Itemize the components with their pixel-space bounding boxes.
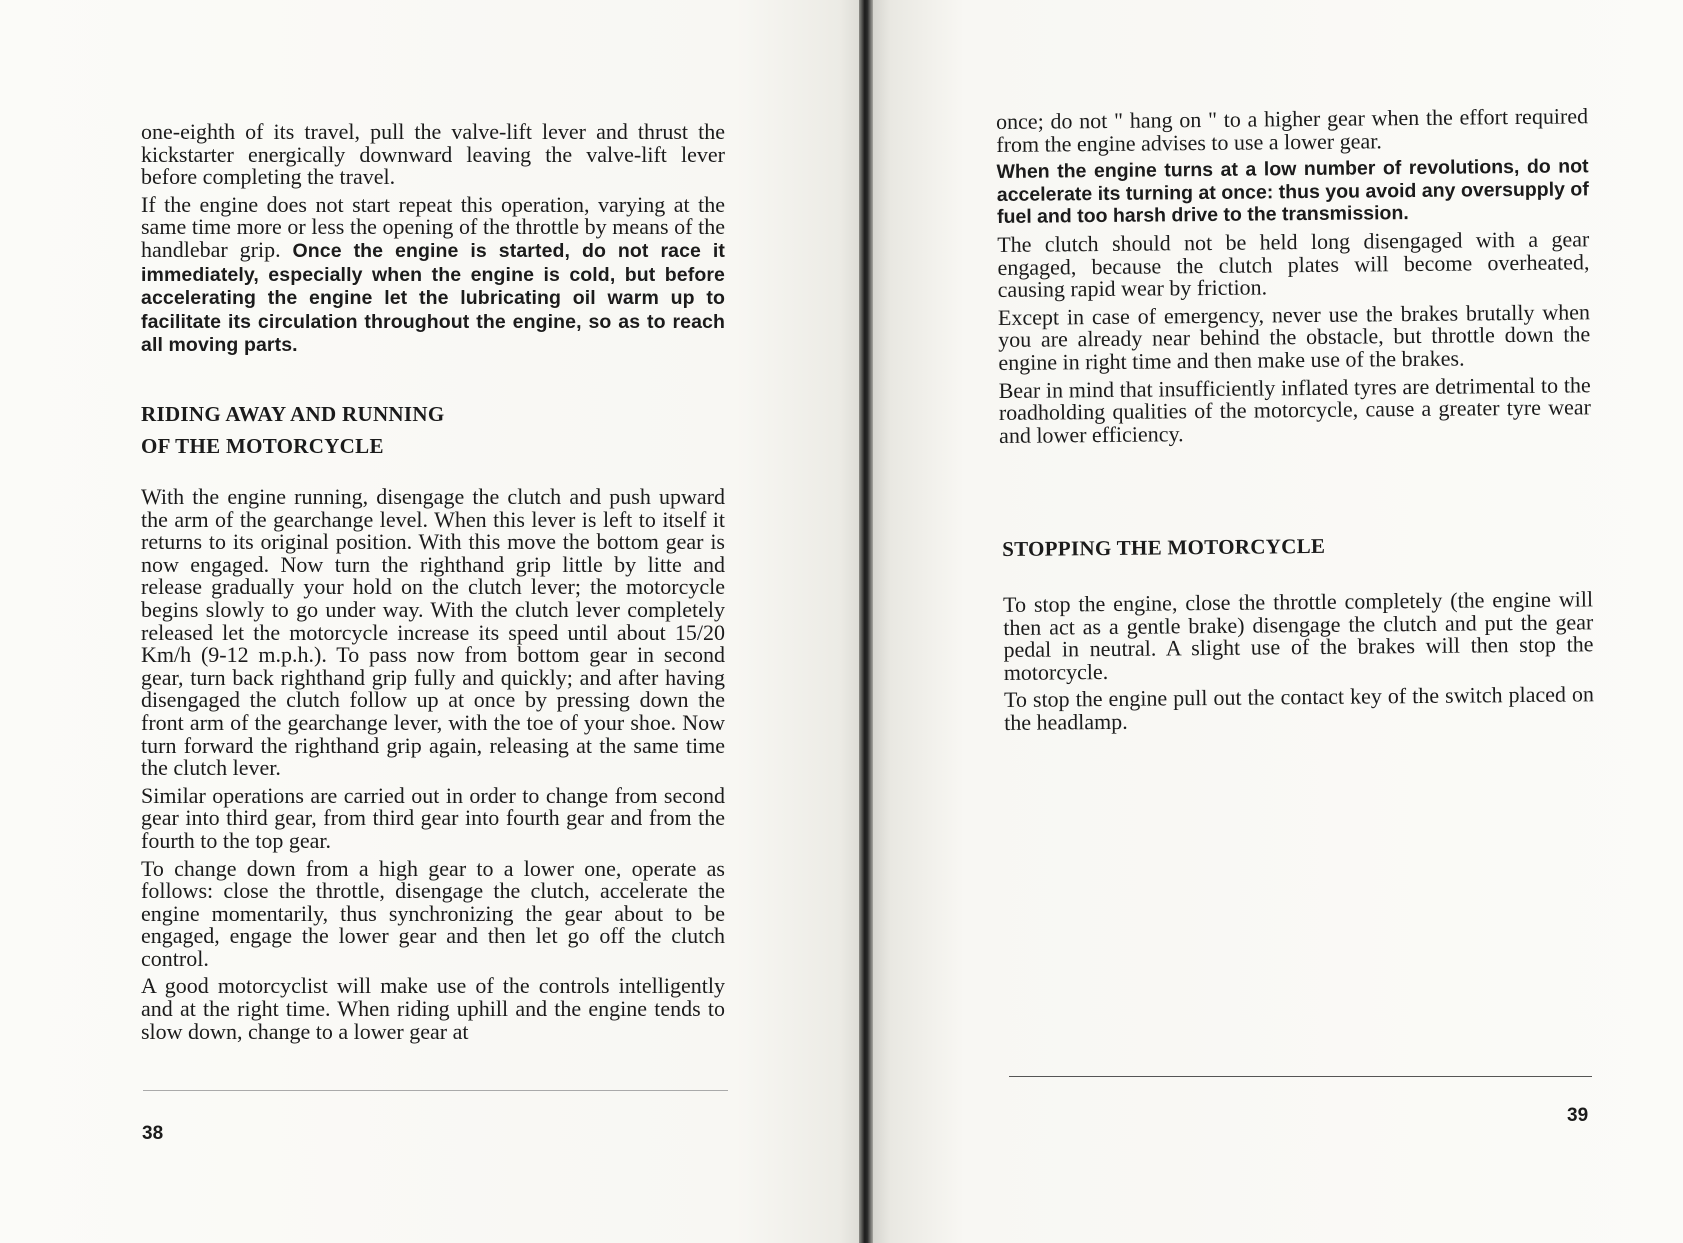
riding-paragraph: With the engine running, disengage the clutch and push upward the arm of the gearchange level. When this lever is left to itself it returns to its original position. With this move the bottom gear is now engaged. Now turn the righthand grip little by litte and release gradually your hold on the clutch lever; the motorcycle begins slowly to go under way. With the clutch lever completely released let the motorcycle increase its speed until about 15/20 Km/h (9-12 m.p.h.). To pass now from bottom gear in second gear, turn back righthand grip fully and quickly; and after having disengaged the clutch follow up at once by pressing down the front arm of the gearchange lever, with the toe of your shoe. Now turn forward the righthand grip again, releasing at the same time the clutch lever. (141, 484, 725, 781)
right-top-text (996, 105, 1591, 452)
riding-paragraph: Similar operations are carried out in order to change from second gear into third gear, from third gear into fourth gear and from the fourth to the top gear. (141, 782, 725, 853)
right-paragraph-5: Bear in mind that insufficiently inflated tyres are detrimental to the roadholding qualities of the motorcycle, cause a greater tyre wear and lower efficiency. (998, 371, 1591, 448)
book-gutter (859, 0, 873, 1243)
right-page (866, 0, 1683, 1243)
riding-paragraph: A good motorcyclist will make use of the controls intelligently and at the right time. When riding uphill and the engine tends to slow down, change to a lower gear at (141, 973, 725, 1044)
page-number: 38 (142, 1123, 164, 1144)
intro-paragraph-1: one-eighth of its travel, pull the valve-lift lever and thrust the kickstarter energically downward leaving the valve-lift lever before completing the travel. (141, 119, 725, 190)
section-heading-stopping (1002, 530, 1325, 565)
right-paragraph-3: The clutch should not be held long disengaged with a gear engaged, because the clutch plates will become overheated, causing rapid wear by friction. (997, 226, 1590, 303)
page-number: 39 (1567, 1105, 1589, 1126)
riding-paragraph: To change down from a high gear to a lower one, operate as follows: close the throttle, disengage the clutch, accelerate the engine momentarily, thus synchronizing the gear about to be engaged, engage the lower gear and then let go off the clutch control. (141, 855, 725, 971)
riding-section-text (141, 486, 725, 1048)
intro-paragraph-2 (141, 191, 726, 357)
heading-stopping: STOPPING THE MOTORCYCLE (1002, 533, 1326, 561)
section-heading-riding (141, 398, 444, 462)
footer-rule (143, 1090, 728, 1091)
intro-paragraph-2-bold: Once the engine is started, do not race it immediately, especially when the engine is cold, but before accelerating the engine let the lubricating oil warm up to facilitate its circulation throughout the engine, so as to reach all moving parts. (141, 239, 726, 357)
footer-rule (1009, 1076, 1592, 1077)
intro-paragraph-2-normal: If the engine does not start repeat this operation, varying at the same time more or less the opening of the throttle by means of the handlebar grip. (141, 191, 725, 262)
stopping-paragraph-2: To stop the engine pull out the contact key of the switch placed on the headlamp. (1003, 681, 1595, 735)
right-paragraph-4: Except in case of emergency, never use the brakes brutally when you are already near behind the obstacle, but throttle down the engine in right time and then make use of the brakes. (997, 299, 1591, 375)
left-intro-text (141, 121, 725, 362)
heading-line-2: OF THE MOTORCYCLE (141, 434, 384, 458)
right-paragraph-bold: When the engine turns at a low number of revolutions, do not accelerate its turning at once: thus you avoid any oversupply of fuel and too harsh drive to the transmission. (996, 155, 1589, 229)
stopping-paragraph-1: To stop the engine, close the throttle completely (the engine will then act as a gentle brake) disengage the clutch and put the gear pedal in neutral. A slight use of the brakes will then stop the motorcycle. (1002, 586, 1594, 685)
right-paragraph-1: once; do not " hang on " to a higher gear when the effort required from the engine advises to use a lower gear. (995, 103, 1589, 157)
stopping-section-text (1003, 588, 1594, 739)
heading-line-1: RIDING AWAY AND RUNNING (141, 402, 445, 426)
